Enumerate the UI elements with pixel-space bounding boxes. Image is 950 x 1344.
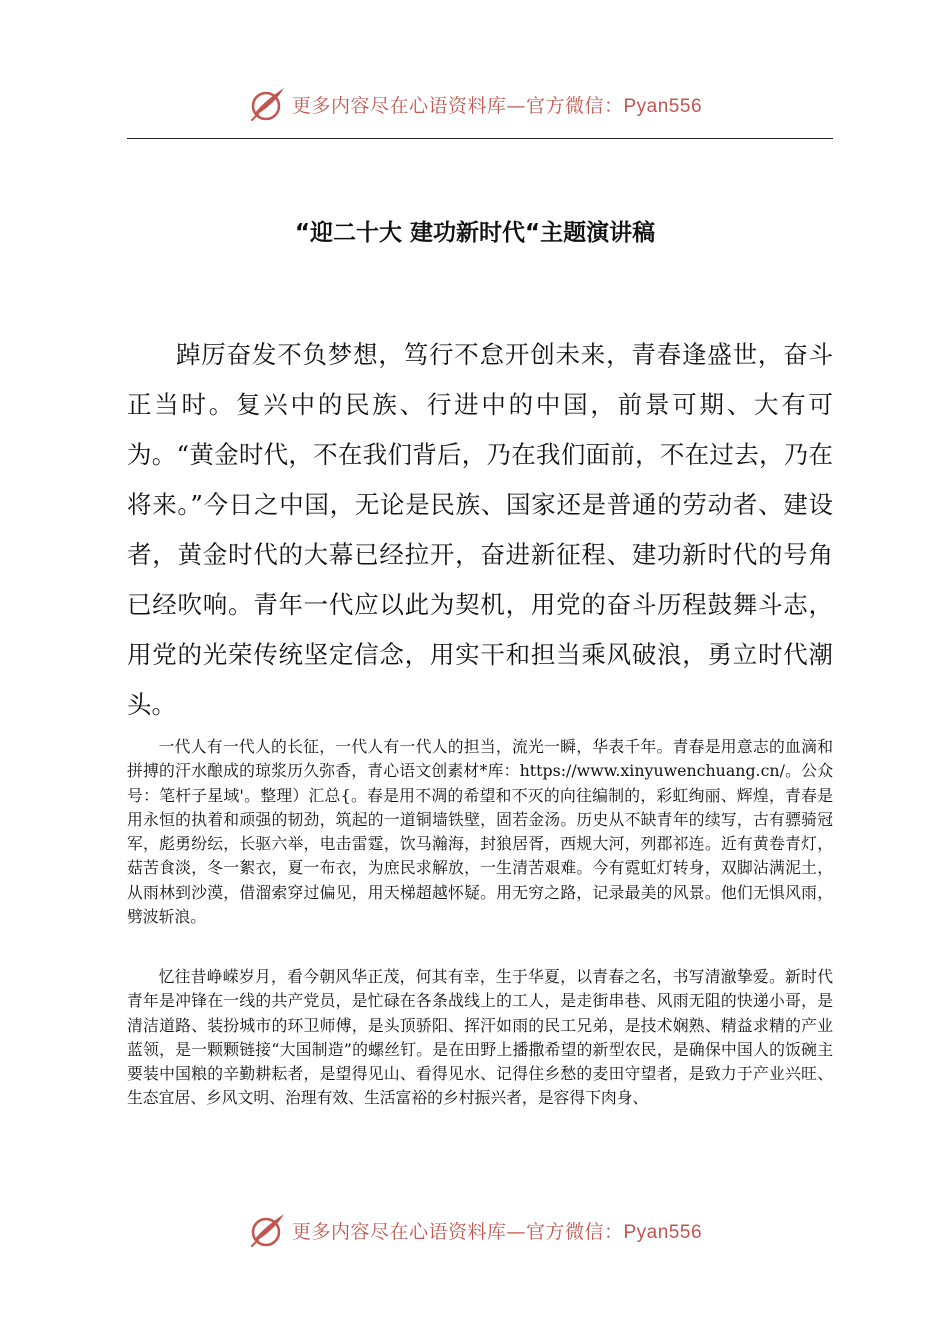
intro-paragraph: 踔厉奋发不负梦想，笃行不怠开创未来，青春逢盛世，奋斗正当时。复兴中的民族、行进中的中国，前景可期、大有可为。“黄金时代，不在我们背后，乃在我们面前，不在过去，乃在将来。”今日之中国，无论是民族、国家还是普通的劳动者、建设者，黄金时代的大幕已经拉开，奋进新征程、建功新时代的号角已经吹响。青年一代应以此为契机，用党的奋斗历程鼓舞斗志，用党的光荣传统坚定信念，用实干和担当乘风破浪，勇立时代潮头。 xyxy=(127,340,833,719)
header-banner xyxy=(0,82,950,126)
body-paragraph-2: 忆往昔峥嵘岁月，看今朝风华正茂，何其有幸，生于华夏，以青春之名，书写清澈挚爱。新时代青年是冲锋在一线的共产党员，是忙碌在各条战线上的工人，是走街串巷、风雨无阻的快递小哥，是清洁道路、装扮城市的环卫师傅，是头顶骄阳、挥汗如雨的民工兄弟，是技术娴熟、精益求精的产业蓝领，是一颗颗链接“大国制造”的螺丝钉。是在田野上播撒希望的新型农民，是确保中国人的饭碗主要装中国粮的辛勤耕耘者，是望得见山、看得见水、记得住乡愁的麦田守望者，是致力于产业兴旺、生态宜居、乡风文明、治理有效、生活富裕的乡村振兴者，是容得下肉身、 xyxy=(127,967,833,1108)
footer-banner-text: 更多内容尽在心语资料库—官方微信：Pyan556 xyxy=(291,1220,703,1243)
body-paragraph-1: 一代人有一代人的长征，一代人有一代人的担当，流光一瞬，华表千年。青春是用意志的血滴和拼搏的汗水酿成的琼浆历久弥香，青心语文创素材*库：https://www.xinyuwenchuang.cn/。公众号：笔杆子星域'。整理）汇总{。春是用不凋的希望和不灭的向往编制的，彩虹绚丽、辉煌，青春是用永恒的执着和顽强的韧劲，筑起的一道铜墙铁壁，固若金汤。历史从不缺青年的续写，古有骠骑冠军，彪勇纷纭，长驱六举，电击雷霆，饮马瀚海，封狼居胥，西规大河，列郡祁连。近有黄卷青灯，菇苦食淡，冬一絮衣，夏一布衣，为庶民求解放，一生清苦艰难。今有霓虹灯转身，双脚沾满泥土，从雨林到沙漠，借溜索穿过偏见，用天梯超越怀疑。用无穷之路，记录最美的风景。他们无惧风雨，劈波斩浪。 xyxy=(127,737,833,927)
footer-wechat-handle: Pyan556 xyxy=(623,1221,703,1243)
document-title: “迎二十大 建功新时代“主题演讲稿 xyxy=(294,220,656,246)
header-divider xyxy=(127,138,833,139)
quill-logo-icon xyxy=(248,1210,288,1250)
footer-banner xyxy=(0,1208,950,1252)
quill-logo-icon xyxy=(248,84,288,124)
header-banner-text: 更多内容尽在心语资料库—官方微信：Pyan556 xyxy=(291,94,703,117)
header-wechat-handle: Pyan556 xyxy=(623,95,703,117)
